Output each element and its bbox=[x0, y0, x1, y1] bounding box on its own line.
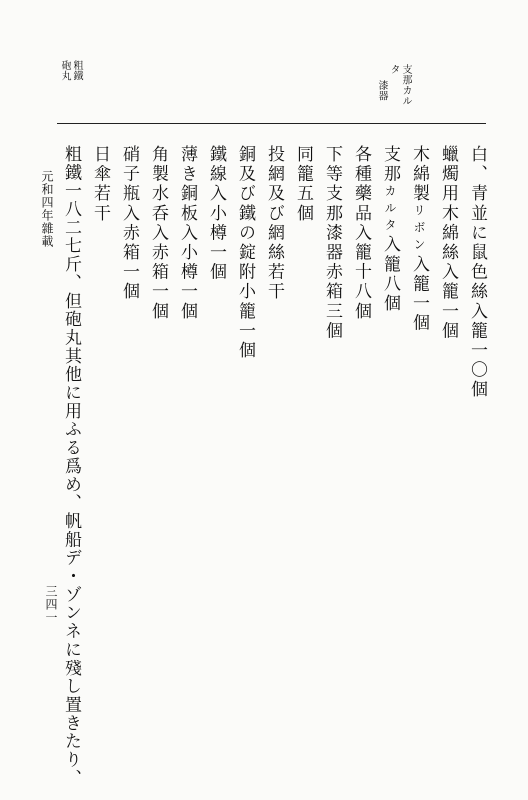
text-column-13: 硝子瓶入赤箱一個 bbox=[119, 145, 139, 302]
note-line: 漆器 bbox=[376, 80, 387, 101]
text-column-14: 日傘若干 bbox=[90, 145, 110, 224]
text-column-7: 同籠五個 bbox=[293, 145, 313, 224]
note-line: 砲丸 bbox=[59, 60, 70, 81]
text-column-15: 粗鐵一八二七斤、但砲丸其他に用ふる爲め、帆船デ・ゾンネに殘し置きたり、 bbox=[61, 145, 81, 788]
text-column-5: 各種藥品入籠十八個 bbox=[351, 145, 371, 322]
note-line: 粗鐵 bbox=[71, 60, 82, 81]
note-line: 支那カル bbox=[400, 64, 411, 106]
text-column-11: 薄き銅板入小樽一個 bbox=[177, 145, 197, 322]
text-column-4: 支那カルタ入籠八個 bbox=[380, 145, 400, 314]
page-number: 三四一 bbox=[44, 585, 58, 624]
running-head: 元和四年雜載 bbox=[40, 170, 54, 248]
text-column-12: 角製水呑入赤箱一個 bbox=[148, 145, 168, 322]
text-column-2: 蠟燭用木綿絲入籠一個 bbox=[438, 145, 458, 341]
text-column-6: 下等支那漆器赤箱三個 bbox=[322, 145, 342, 341]
margin-note-iron-shot bbox=[58, 60, 82, 81]
text-column-9: 銅及び鐵の錠附小籠一個 bbox=[235, 145, 255, 361]
text-column-1: 白、青並に鼠色絲入籠一〇個 bbox=[467, 145, 487, 400]
text-column-3: 木綿製リボン入籠一個 bbox=[409, 145, 429, 334]
note-line: タ bbox=[388, 64, 399, 75]
header-rule bbox=[57, 123, 486, 124]
text-column-8: 投網及び網絲若干 bbox=[264, 145, 284, 302]
text-column-10: 鐵線入小樽一個 bbox=[206, 145, 226, 283]
margin-note-chinese-cards-lacquerware bbox=[375, 64, 411, 106]
